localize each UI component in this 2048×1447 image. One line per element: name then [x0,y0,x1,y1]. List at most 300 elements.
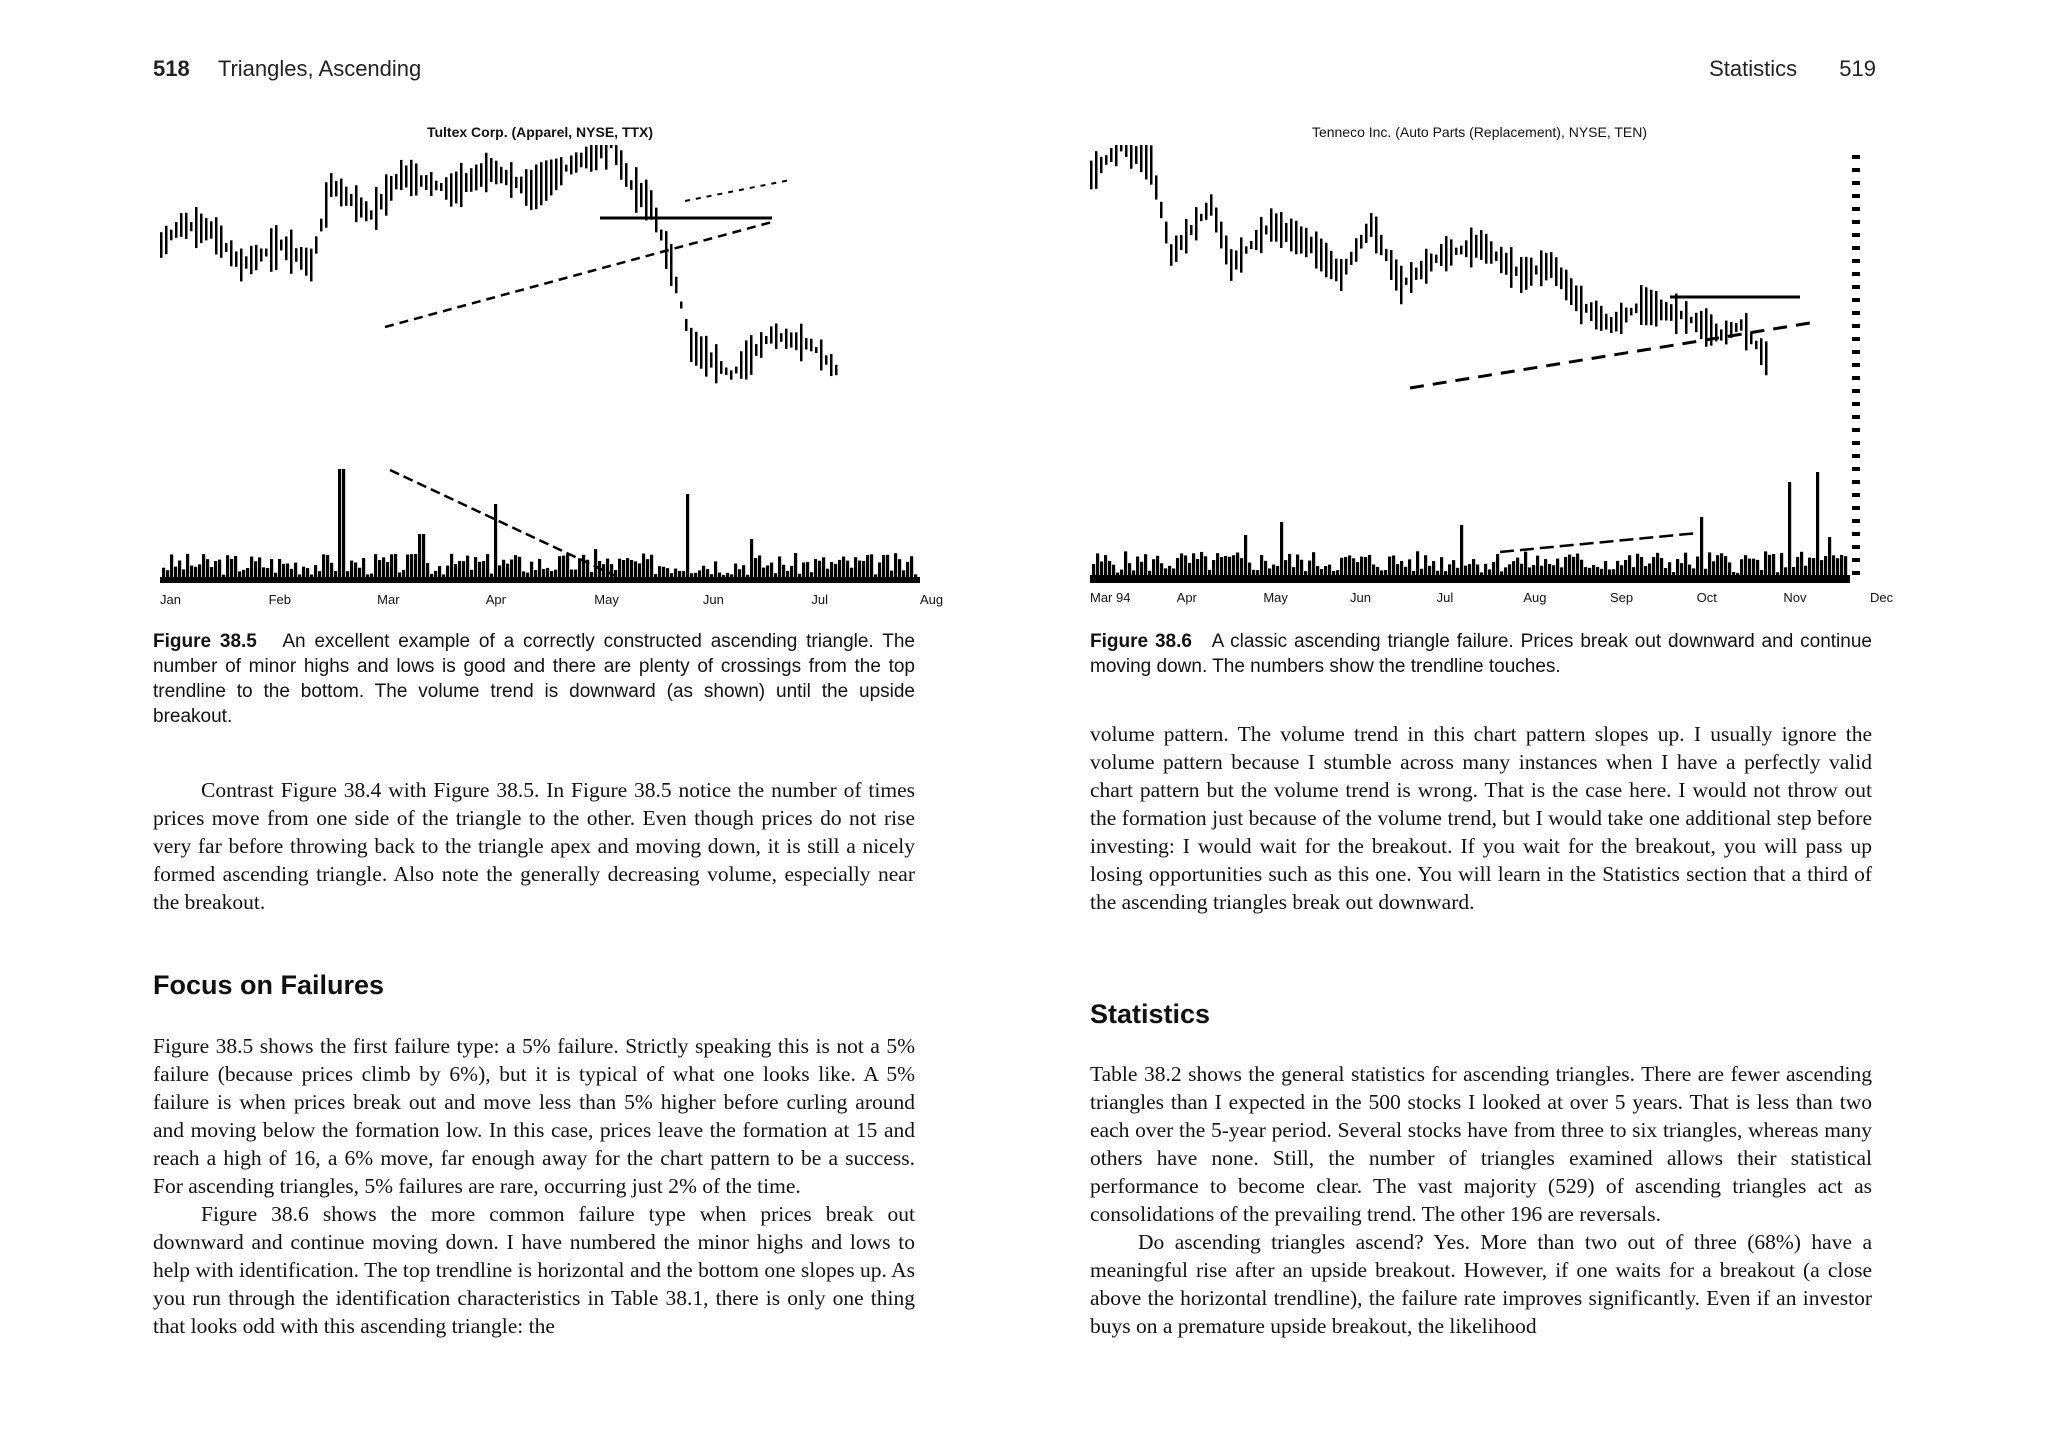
price-bar [615,145,618,165]
price-bar [795,332,798,350]
price-bar [1160,202,1163,218]
right-paragraph-1 [1090,720,1872,916]
price-bar [1435,255,1438,263]
price-bar [1330,251,1333,279]
right-running-head [1709,56,1876,82]
volume-bar [1364,557,1367,577]
volume-bar [1352,558,1355,577]
volume-bar [1212,560,1215,577]
volume-bar [1104,555,1107,577]
price-bar [170,230,173,241]
price-bar [1320,239,1323,272]
price-bar [1745,313,1748,351]
volume-bar [322,554,325,579]
price-bar [1350,252,1353,265]
scale-mark [1852,545,1860,549]
price-bar [1565,270,1568,301]
price-bar [370,210,373,219]
volume-bar [586,560,589,579]
price-bar [1380,235,1383,255]
price-bar [520,177,523,194]
price-bar [1735,323,1738,332]
volume-bar [650,555,653,579]
volume-bar [1780,553,1783,577]
x-tick-label: Apr [1176,590,1197,605]
volume-bar [618,559,621,579]
price-bar [1530,258,1533,286]
volume-bar [1460,525,1463,577]
price-bar [660,229,663,240]
x-tick-label: Jul [811,592,829,607]
volume-bar [218,560,221,579]
figure-38-5-caption [153,629,915,729]
volume-bar [1796,557,1799,577]
price-bar [1620,303,1623,334]
volume-bar [1604,561,1607,577]
price-bar [710,352,713,367]
price-bar [1610,317,1613,333]
price-bar [740,351,743,378]
x-tick-label: Feb [268,592,291,607]
price-bar [375,187,378,230]
price-bar [290,230,293,274]
volume-bar [1572,557,1575,577]
volume-bar [1284,560,1287,577]
volume-bar [1628,555,1631,577]
volume-bar [1712,561,1715,577]
price-bar [470,168,473,192]
figure-38-5-label: Figure 38.5 [153,631,257,652]
price-bar [1095,151,1098,189]
volume-bar [1800,552,1803,577]
price-bar [1550,252,1553,278]
price-bar [1090,161,1093,190]
x-tick-label: Sep [1610,590,1634,605]
price-bar [580,153,583,168]
price-bar [455,172,458,204]
price-bar [1430,254,1433,272]
price-bar [625,163,628,187]
volume-bar [1768,555,1771,577]
volume-bar [170,554,173,579]
volume-bar [186,554,189,579]
volume-bar [878,562,881,579]
volume-bar [378,560,381,579]
price-bar [445,177,448,199]
scale-mark [1852,194,1860,198]
price-bar [1325,243,1328,278]
price-bar [585,147,588,169]
price-bar [1485,234,1488,264]
price-bar [1660,300,1663,321]
price-bar [355,185,358,222]
price-bar [1310,237,1313,254]
price-bar [1295,221,1298,255]
volume-bar [626,558,629,579]
scale-mark [1852,415,1860,419]
volume-bar [1248,563,1251,577]
price-bar [1285,223,1288,242]
price-bar [270,228,273,272]
price-bar [1575,286,1578,312]
price-bar [1625,308,1628,323]
price-bar [480,163,483,187]
price-bar [575,152,578,172]
volume-bar [1280,522,1283,577]
price-bar [800,324,803,362]
price-bar [680,302,683,309]
price-bar [1150,145,1153,184]
price-bar [1185,219,1188,253]
volume-bars [1092,472,1847,577]
price-bar [805,338,808,349]
volume-bar [1356,562,1359,577]
figure-38-6-caption [1090,629,1872,679]
volume-bar [822,557,825,579]
volume-bar [450,554,453,579]
price-bar [1410,262,1413,293]
x-tick-label: Apr [485,592,506,607]
volume-bar [1680,563,1683,577]
scale-mark [1852,168,1860,172]
scale-mark [1852,454,1860,458]
volume-bar [1220,557,1223,577]
price-bar [655,208,658,233]
volume-bar [454,564,457,579]
price-bar [1585,304,1588,313]
price-bar [1100,157,1103,173]
volume-bar [1696,556,1699,577]
price-bar [250,246,253,274]
scale-mark [1852,363,1860,367]
volume-bar [230,559,233,579]
volume-bar [1544,559,1547,577]
price-bar [1760,338,1763,365]
price-bar [185,213,188,239]
volume-bar [1624,560,1627,577]
volume-bar [382,557,385,579]
price-bar [820,340,823,371]
price-bar [760,332,763,358]
right-paragraph-3: Do ascending triangles ascend? Yes. More than two out of three (68%) have a meaningful rise after an upside breakout. However, if one waits for a breakout (a close above the horizontal trendline), the failure rate improves significantly. Even if an investor buys on a premature upside breakout, the likelihood [1090,1230,1872,1338]
price-bar [825,355,828,364]
price-bar [1700,311,1703,339]
volume-baseline [160,577,920,583]
price-bar [1305,228,1308,257]
price-bar [1460,246,1463,255]
volume-bar [1188,563,1191,577]
volume-bar [1232,555,1235,577]
volume-bar [1156,556,1159,577]
figure-38-5-x-axis [150,592,944,610]
volume-bar [1128,563,1131,577]
price-bar [310,249,313,282]
price-bar [1400,266,1403,305]
scale-mark [1852,259,1860,263]
price-bar [395,174,398,189]
volume-bar [1388,557,1391,577]
price-bar [1420,261,1423,279]
price-bar [1335,259,1338,282]
volume-bar [1788,482,1791,577]
volume-bar [802,562,805,579]
volume-bar [466,556,469,579]
volume-bar [330,563,333,579]
price-bar [500,167,503,184]
volume-bars [162,469,917,579]
volume-bar [1564,557,1567,577]
price-bar [1275,213,1278,241]
volume-bar [338,469,341,579]
scale-mark [1852,207,1860,211]
volume-bar [206,559,209,579]
price-bar [635,167,638,213]
volume-bar [1344,557,1347,577]
volume-bar [1668,562,1671,577]
volume-bar [202,554,205,579]
volume-bar [178,561,181,579]
price-bar [780,333,783,342]
price-bar [750,335,753,375]
volume-bar [1176,558,1179,577]
volume-bar [510,560,513,579]
price-bar [530,170,533,210]
right-paragraph-1-text: volume pattern. The volume trend in this chart pattern slopes up. I usually ignore the volume pattern because I stumble across many instances when I have a perfectly valid chart pattern but the volume trend is wrong. That is the case here. I would not throw out the formation just because of the volume trend, but I would take one additional step before investing: I would wait for the breakout. If you wait for the breakout, you will pass up losing opportunities such as this one. You will learn in the Statistics section that a third of the ascending triangles break out downward. [1090,722,1872,914]
volume-bar [474,557,477,579]
volume-bar [578,558,581,579]
scale-mark [1852,506,1860,510]
price-bar [425,175,428,190]
price-bar [685,319,688,331]
price-bar [835,365,838,375]
volume-bar [758,555,761,579]
volume-bar [750,539,753,579]
volume-bar [410,554,413,579]
x-tick-label: Dec [1870,590,1894,605]
volume-bar [1752,559,1755,577]
price-bar [1425,249,1428,284]
price-bar [745,340,748,379]
right-page [1024,0,2048,1447]
price-bar [1765,341,1768,375]
volume-bar [1808,558,1811,577]
volume-bar [630,560,633,579]
price-bar [1470,228,1473,268]
price-bar [595,145,598,170]
price-bar [315,236,318,253]
volume-bar [234,556,237,579]
price-bar [1250,241,1253,249]
scale-mark [1852,428,1860,432]
volume-bar [794,553,797,579]
volume-bar [1748,559,1751,577]
price-bar [1240,237,1243,272]
price-bar [1245,246,1248,253]
price-bar [195,207,198,248]
volume-bar [562,556,565,579]
price-bar [510,162,513,198]
volume-bar [898,559,901,579]
volume-bar [862,561,865,579]
price-bar [785,329,788,349]
volume-bar [1192,553,1195,577]
volume-bar [846,561,849,579]
price-bar [275,225,278,270]
scale-mark [1852,571,1860,575]
scale-mark [1852,493,1860,497]
volume-bar [1640,557,1643,577]
price-bar [1650,290,1653,325]
volume-bar [1616,561,1619,577]
figure-38-6-x-axis [1080,590,1894,608]
volume-bar [214,561,217,579]
price-bar [1725,321,1728,345]
price-bar [1475,235,1478,258]
volume-bar [742,565,745,579]
volume-bar [1108,561,1111,577]
scale-mark [1852,558,1860,562]
volume-bar [1184,555,1187,577]
volume-bar [686,494,689,579]
volume-bar [1408,559,1411,577]
price-bar [1170,244,1173,266]
volume-bar [314,565,317,579]
volume-bar [342,469,345,579]
volume-bar [1440,557,1443,577]
volume-bar [1840,555,1843,577]
price-bar [630,180,633,190]
price-bar [1235,251,1238,270]
left-running-title: Triangles, Ascending [217,56,422,81]
price-bar [220,226,223,258]
price-bar [1490,241,1493,263]
price-bar [255,245,258,270]
volume-bar [350,561,353,579]
volume-bar [1136,556,1139,577]
volume-bar [1740,559,1743,577]
volume-bar [1744,555,1747,577]
price-bar [1215,208,1218,233]
price-bar [1465,240,1468,257]
volume-bar [326,555,329,579]
volume-bar [362,558,365,579]
volume-bar [910,556,913,579]
price-bar [700,336,703,368]
price-bar [265,248,268,256]
volume-bar [734,563,737,579]
x-tick-label: Jan [160,592,181,607]
scale-mark [1852,441,1860,445]
scale-mark [1852,376,1860,380]
volume-bar [482,561,485,579]
price-bar [1570,278,1573,305]
trendlines [385,180,790,577]
price-bar [1110,148,1113,162]
price-bar [1280,212,1283,248]
volume-bar [1124,551,1127,577]
volume-bar [1516,558,1519,577]
volume-bar [1836,558,1839,577]
x-tick-label: Nov [1783,590,1807,605]
volume-bar [1828,537,1831,577]
figure-38-6-caption-text: A classic ascending triangle failure. Prices break out downward and continue moving down. The numbers show the trendline touches. [1090,631,1872,677]
scale-mark [1852,233,1860,237]
x-tick-label: Mar [377,592,400,607]
price-bar [515,177,518,188]
volume-bar [486,554,489,579]
scale-mark [1852,480,1860,484]
volume-bar [1308,561,1311,577]
price-bar [450,173,453,206]
left-paragraph-2: Figure 38.5 shows the first failure type: a 5% failure. Strictly speaking this is not a 5% failure (because prices climb by 6%), but it is typical of what one looks like. A 5% failure is when prices break out and move less than 5% higher before curling around and moving below the formation low. In this case, prices leave the formation at 15 and reach a high of 16, a 6% move, far enough away for the chart pattern to be a success. For ascending triangles, 5% failures are rare, occurring just 2% of the time. [153,1034,915,1198]
price-bar [1355,238,1358,262]
volume-bar [1496,554,1499,577]
price-bar [165,226,168,254]
volume-bar [1096,553,1099,577]
price-bar [1560,267,1563,289]
volume-bar [254,561,257,579]
price-bar [430,172,433,196]
volume-bar [1524,552,1527,577]
price-bar [345,187,348,206]
scale-mark [1852,155,1860,159]
price-bar [1590,302,1593,321]
scale-mark [1852,298,1860,302]
price-bar [260,248,263,261]
volume-bar [1716,555,1719,577]
volume-bar [1264,561,1267,577]
price-bar [1480,230,1483,260]
price-bar [620,150,623,179]
volume-bar [1700,517,1703,577]
volume-bar [226,555,229,579]
volume-bar [834,564,837,579]
volume-bar [278,559,281,579]
volume-bar [1224,556,1227,577]
left-running-head [153,56,421,82]
volume-bar [634,561,637,579]
price-bar [1290,219,1293,252]
price-bar [830,354,833,376]
price-bar [540,162,543,205]
volume-bar [1260,555,1263,577]
price-bar [1300,226,1303,253]
price-bar [1395,259,1398,290]
price-bar [305,248,308,276]
volume-bar [518,557,521,579]
price-bar [525,169,528,206]
price-bar [765,336,768,344]
price-bar [280,240,283,251]
volume-bar [1432,561,1435,577]
price-bar [1175,236,1178,262]
x-tick-label: Aug [920,592,944,607]
price-bar [1740,319,1743,330]
volume-bar [1236,553,1239,577]
price-bar [410,160,413,196]
volume-bar [766,565,769,579]
volume-bar [1820,560,1823,577]
price-bar [325,182,328,227]
price-bar [645,180,648,221]
price-bar [390,176,393,201]
price-bar [545,160,548,200]
scale-mark [1852,181,1860,185]
price-bar [565,165,568,172]
volume-bar [494,504,497,579]
volume-bar [642,554,645,579]
volume-bar [1424,555,1427,577]
